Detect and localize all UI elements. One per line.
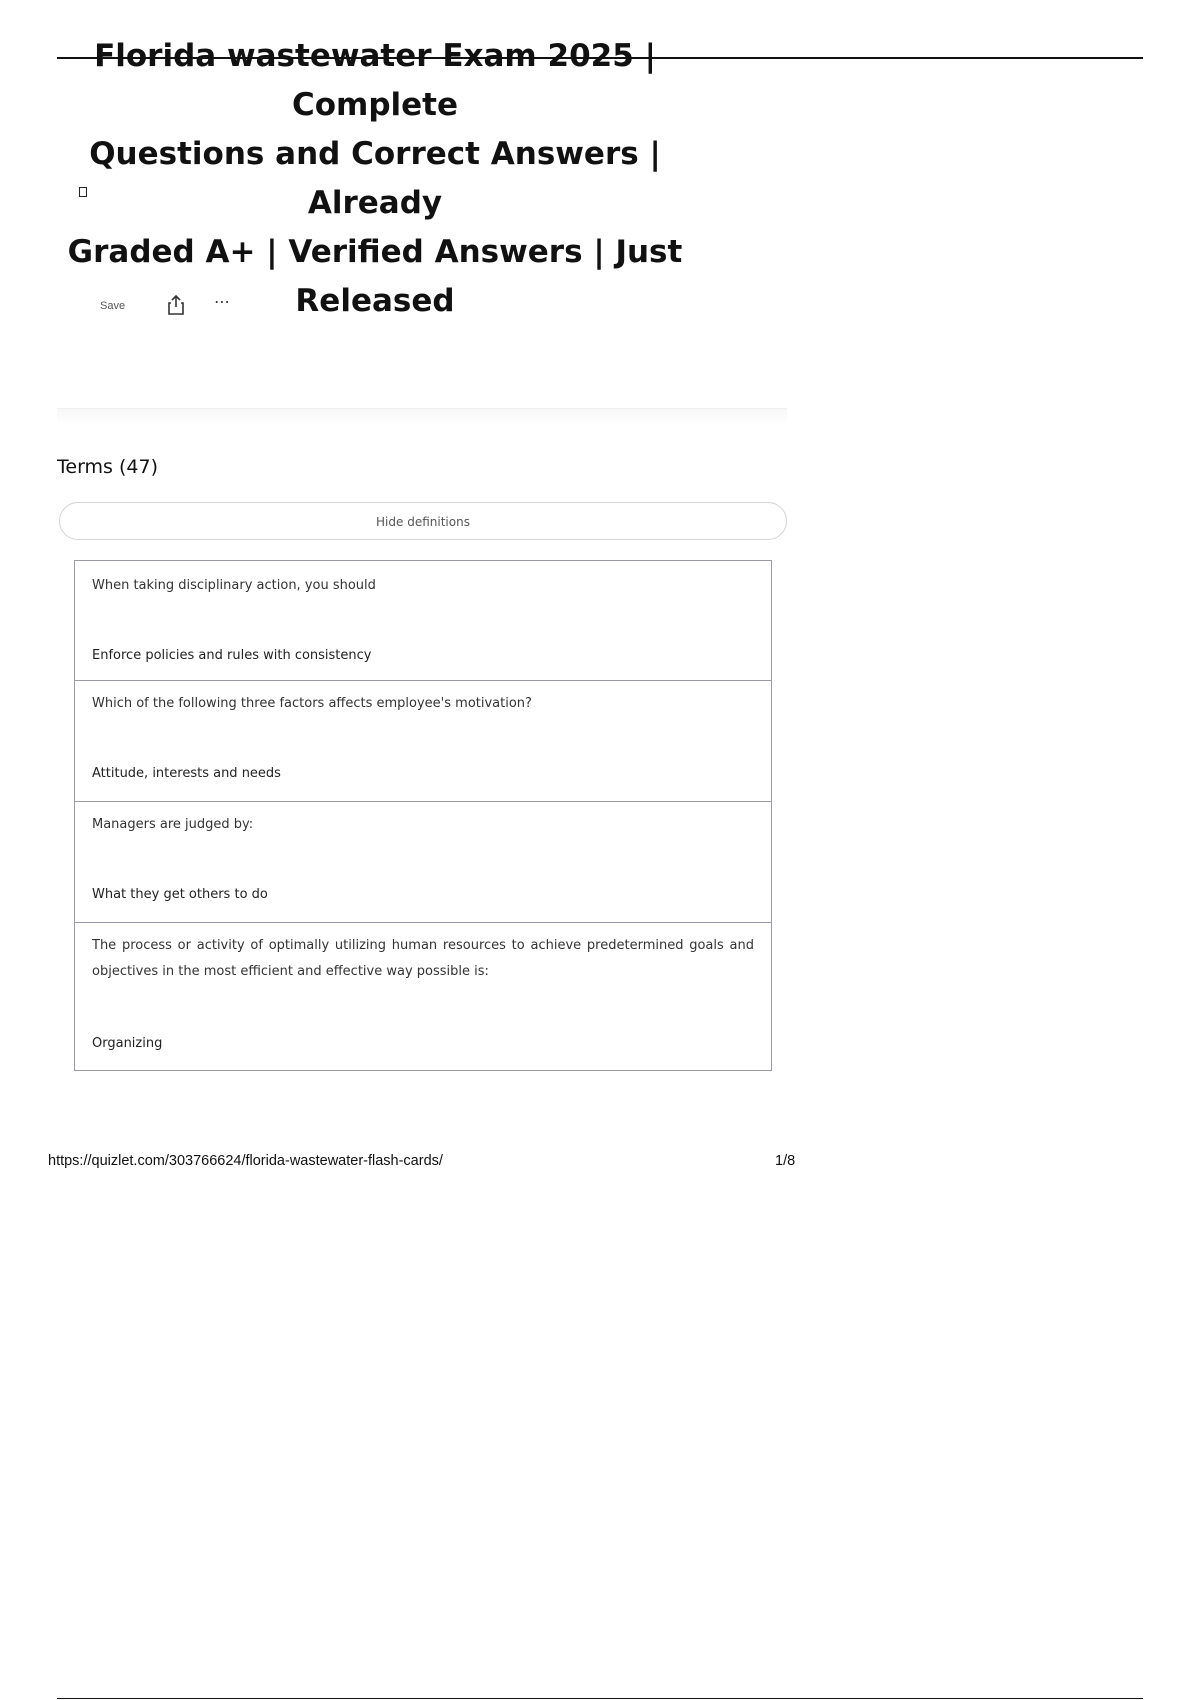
share-icon[interactable]	[166, 294, 186, 316]
flashcard	[74, 560, 772, 681]
flashcard	[74, 802, 772, 923]
card-term: Managers are judged by:	[92, 817, 254, 832]
card-term: The process or activity of optimally utilizing human resources to achieve predetermined goals and objectives in the most efficient and effective way possible is:	[92, 938, 754, 979]
missing-glyph-box	[79, 187, 87, 197]
card-term: Which of the following three factors affects employee's motivation?	[92, 696, 532, 711]
flashcard-list	[74, 560, 772, 1071]
divider-panel	[57, 408, 787, 425]
document-title	[40, 32, 710, 326]
card-term: When taking disciplinary action, you should	[92, 578, 376, 593]
save-button[interactable]: Save	[100, 300, 126, 312]
title-line-3: Graded A+ | Verified Answers | Just	[67, 234, 683, 270]
card-definition: Attitude, interests and needs	[92, 766, 281, 781]
bottom-rule	[57, 1698, 1143, 1699]
card-definition: Enforce policies and rules with consistency	[92, 648, 372, 663]
terms-heading: Terms (47)	[57, 456, 158, 478]
footer-page-number: 1/8	[775, 1153, 796, 1169]
footer-url: https://quizlet.com/303766624/florida-wastewater-flash-cards/	[48, 1153, 443, 1169]
hide-definitions-button[interactable]: Hide definitions	[59, 502, 787, 540]
more-options-icon[interactable]: ⋯	[214, 292, 231, 311]
card-definition: What they get others to do	[92, 887, 268, 902]
title-line-2: Questions and Correct Answers | Already	[89, 136, 661, 221]
title-line-4: Released	[295, 283, 455, 319]
flashcard	[74, 681, 772, 802]
title-line-1: Florida wastewater Exam 2025 | Complete	[94, 38, 656, 123]
flashcard	[74, 923, 772, 1071]
card-definition: Organizing	[92, 1036, 163, 1051]
